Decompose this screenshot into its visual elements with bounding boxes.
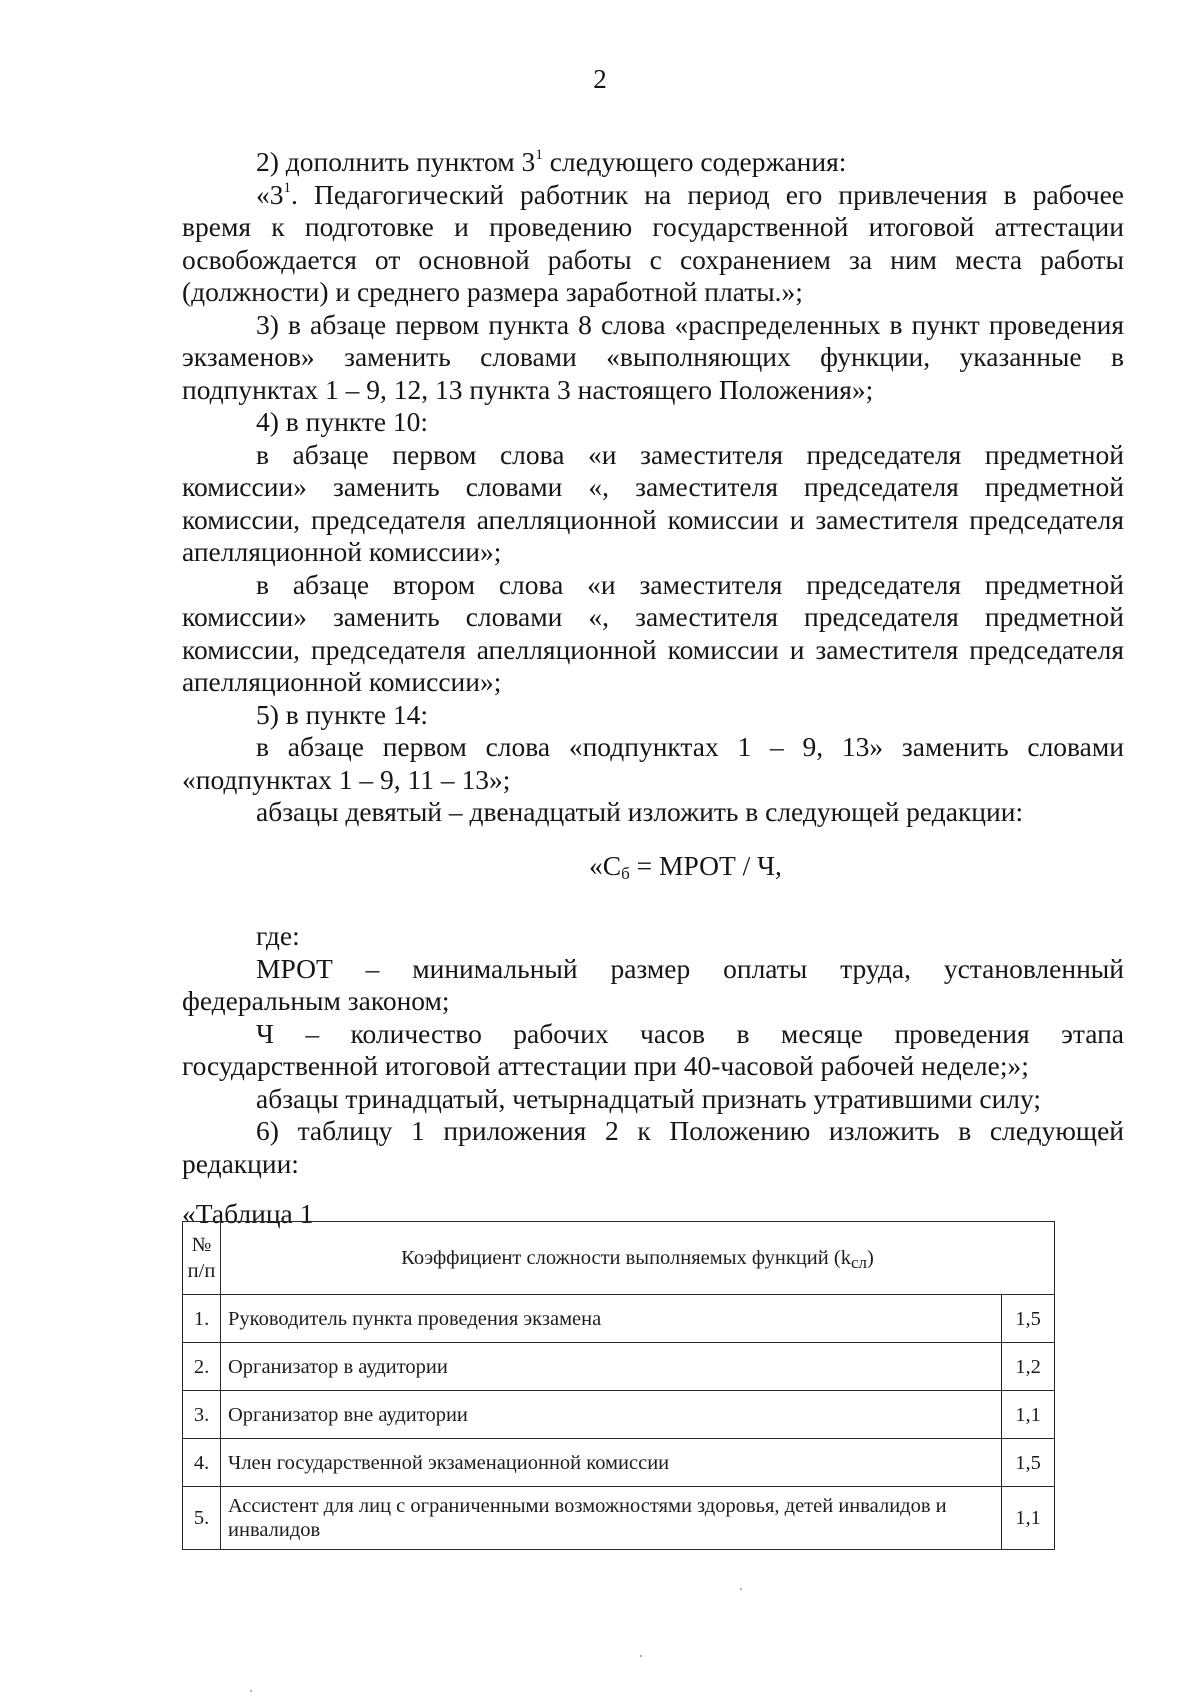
formula — [182, 850, 1124, 883]
paragraph-text: «3 — [256, 178, 284, 210]
formula-text: «С — [589, 849, 622, 881]
paragraph-hours: Ч – количество рабочих часов в месяце проведения этапа государственной итоговой аттестации при 40-часовой рабочей неделе;»; — [182, 1017, 1124, 1081]
superscript: 1 — [283, 179, 291, 196]
table-row — [183, 1439, 1055, 1487]
paragraph-text: 2) дополнить пунктом 3 — [256, 146, 536, 177]
table-caption: «Таблица 1 — [182, 1198, 314, 1229]
row-number: 2. — [183, 1343, 221, 1391]
row-coefficient: 1,5 — [1002, 1295, 1055, 1343]
row-function: Руководитель пункта проведения экзамена — [221, 1295, 1002, 1343]
header-number-cell: № п/п — [183, 1222, 221, 1295]
row-coefficient: 1,1 — [1002, 1391, 1055, 1439]
row-number: 5. — [183, 1487, 221, 1550]
paragraph-add-point — [182, 146, 1124, 179]
row-function: Организатор вне аудитории — [221, 1391, 1002, 1439]
table-row — [183, 1391, 1055, 1439]
table-header-row — [183, 1222, 1055, 1295]
scan-speck — [740, 1588, 742, 1590]
table-row — [183, 1343, 1055, 1391]
subscript: сл — [850, 1253, 867, 1272]
paragraph-lapsed: абзацы тринадцатый, четырнадцатый признать утратившими силу; — [256, 1082, 1042, 1114]
paragraph-point-3-1 — [182, 179, 1124, 309]
table-row — [183, 1487, 1055, 1550]
coefficient-table — [182, 1221, 1055, 1550]
scan-speck — [250, 1690, 252, 1692]
paragraph-where: где: — [256, 920, 300, 951]
paragraph-point-14-first: в абзаце первом слова «подпунктах 1 – 9, 13» заменить словами «подпунктах 1 – 9, 11 – 13»; — [182, 731, 1124, 795]
document-body — [182, 146, 1124, 1231]
paragraph-point-10-second: в абзаце втором слова «и заместителя председателя предметной комиссии» заменить словами «, заместителя председателя предметной комиссии, председателя апелляционной комиссии и заместителя председателя апелляционной комиссии»; — [182, 568, 1124, 697]
paragraph-table-1: 6) таблицу 1 приложения 2 к Положению изложить в следующей редакции: — [182, 1115, 1124, 1179]
row-function: Организатор в аудитории — [221, 1343, 1002, 1391]
row-function: Член государственной экзаменационной комиссии — [221, 1439, 1002, 1487]
paragraph-mrot: МРОТ – минимальный размер оплаты труда, установленный федеральным законом; — [182, 952, 1124, 1016]
paragraph-point-10: 4) в пункте 10: — [256, 406, 429, 437]
paragraph-text: следующего содержания: — [542, 146, 847, 177]
paragraph-point-14-ninth: абзацы девятый – двенадцатый изложить в следующей редакции: — [256, 796, 1024, 827]
header-title-cell — [221, 1222, 1055, 1295]
row-number: 1. — [183, 1295, 221, 1343]
header-title: ) — [866, 1247, 874, 1269]
row-number: 3. — [183, 1391, 221, 1439]
row-function: Ассистент для лиц с ограниченными возможностями здоровья, детей инвалидов и инвалидов — [221, 1487, 1002, 1550]
paragraph-point-8: 3) в абзаце первом пункта 8 слова «распределенных в пункт проведения экзаменов» заменить словами «выполняющих функции, указанные в подпунктах 1 – 9, 12, 13 пункта 3 настоящего Положения»; — [182, 308, 1124, 405]
header-title: Коэффициент сложности выполняемых функций (k — [401, 1247, 851, 1269]
row-coefficient: 1,1 — [1002, 1487, 1055, 1550]
table-row — [183, 1295, 1055, 1343]
paragraph-point-14: 5) в пункте 14: — [256, 698, 429, 730]
paragraph-text: . Педагогический работник на период его привлечения в рабочее время к подготовке и проведению государственной итоговой аттестации освобождается от основной работы с сохранением за ним места работы (должности) и среднего размера заработной платы.»; — [182, 178, 1124, 307]
page-number: 2 — [593, 64, 607, 94]
row-coefficient: 1,2 — [1002, 1343, 1055, 1391]
scan-speck — [640, 1655, 642, 1657]
superscript: 1 — [535, 147, 543, 163]
row-coefficient: 1,5 — [1002, 1439, 1055, 1487]
row-number: 4. — [183, 1439, 221, 1487]
subscript: б — [621, 863, 630, 883]
paragraph-point-10-first: в абзаце первом слова «и заместителя председателя предметной комиссии» заменить словами «, заместителя председателя предметной комиссии, председателя апелляционной комиссии и заместителя председателя апелляционной комиссии»; — [182, 438, 1124, 567]
formula-text: = МРОТ / Ч, — [629, 849, 782, 881]
